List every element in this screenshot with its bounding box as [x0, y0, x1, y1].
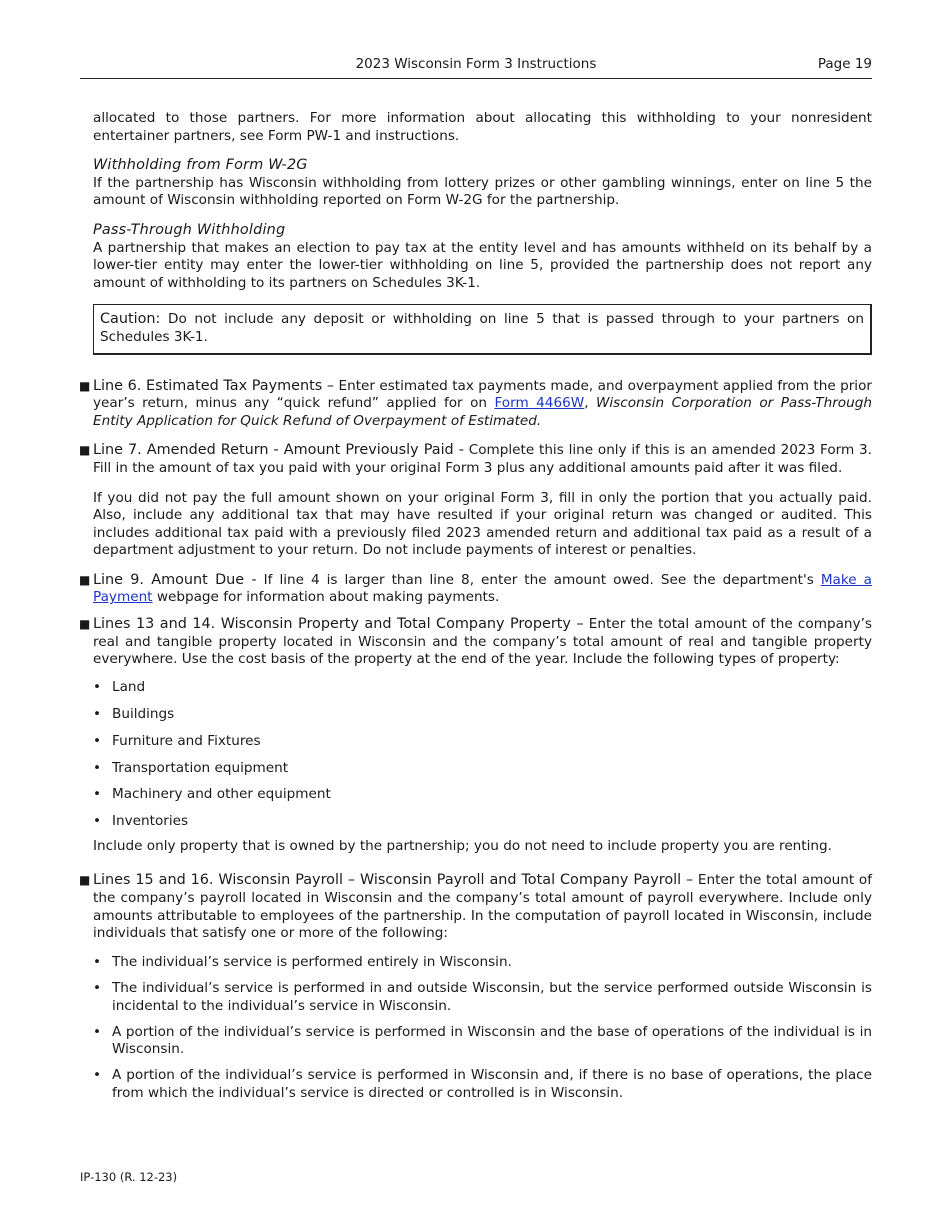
square-bullet-icon: ■: [79, 873, 91, 888]
line9-item: [79, 571, 872, 607]
line9-text: If line 4 is larger than line 8, enter the amount owed. See the department's: [256, 571, 821, 588]
line7-text: Complete this line only if this is an amended 2023 Form 3. Fill in the amount of tax you paid with your original Form 3 plus any additional amounts paid after it was filed.: [93, 442, 872, 476]
passthrough-heading: Pass-Through Withholding: [93, 221, 286, 238]
form-code: IP-130 (R. 12-23): [80, 1170, 178, 1184]
list-item: • Buildings: [93, 706, 872, 724]
lines13-closing: Include only property that is owned by the partnership; you do not need to include property you are renting.: [93, 837, 832, 854]
form-4466w-link[interactable]: Form 4466W: [494, 395, 585, 412]
line9-heading: Line 9. Amount Due -: [93, 571, 257, 588]
list-item: • The individual’s service is performed entirely in Wisconsin.: [93, 954, 872, 972]
square-bullet-icon: ■: [79, 443, 91, 458]
continued-paragraph: allocated to those partners. For more information about allocating this withholding to your nonresident entertainer partners, see Form PW-1 and instructions.: [93, 110, 872, 144]
lines15-item: [79, 872, 873, 942]
line7-heading: Line 7. Amended Return - Amount Previously Paid -: [93, 442, 464, 459]
line7-item: [79, 442, 872, 477]
w2g-heading: Withholding from Form W-2G: [93, 157, 308, 174]
line6-text: Enter estimated tax payments made, and overpayment applied from the prior year’s return, minus any “quick refund” applied for on: [93, 377, 872, 412]
line6-form-title: Wisconsin Corporation or Pass-Through Entity Application for Quick Refund of Overpayment of Estimated.: [93, 395, 872, 429]
square-bullet-icon: ■: [79, 617, 91, 632]
caution-label: Caution:: [100, 311, 161, 328]
line6-heading: Line 6. Estimated Tax Payments –: [93, 377, 335, 394]
lines13-item: [79, 616, 872, 669]
square-bullet-icon: ■: [79, 378, 91, 393]
w2g-paragraph: If the partnership has Wisconsin withholding from lottery prizes or other gambling winnings, enter on line 5 the amount of Wisconsin withholding reported on Form W-2G for the partnership.: [93, 174, 872, 209]
caution-box: [93, 304, 872, 354]
page-header: [80, 56, 872, 79]
page-number: Page 19: [817, 56, 872, 72]
list-item: • The individual’s service is performed in and outside Wisconsin, but the service performed outside Wisconsin is incidental to the individual’s service in Wisconsin.: [93, 980, 872, 1015]
list-item: • Machinery and other equipment: [93, 786, 872, 804]
lines15-heading: Lines 15 and 16. Wisconsin Payroll – Wisconsin Payroll and Total Company Payroll –: [93, 872, 694, 889]
lines15-text: Enter the total amount of the company’s payroll located in Wisconsin and the company’s total amount of payroll everywhere. Include only amounts attributable to employees of the partnership. In the computation of payroll located in Wisconsin, include individuals that satisfy one or more of the following:: [93, 872, 873, 942]
property-type-list: [93, 679, 872, 831]
line9-text-after: webpage for information about making payments.: [152, 589, 500, 606]
list-item: • Furniture and Fixtures: [93, 733, 872, 751]
list-item: • Transportation equipment: [93, 760, 872, 778]
line6-item: [79, 377, 872, 431]
list-item: • Inventories: [93, 813, 872, 831]
line7-paragraph-2: If you did not pay the full amount shown on your original Form 3, fill in only the portion that you actually paid. Also, include any additional tax that may have resulted if your original return was changed or audited. This includes additional tax paid with a previously filed 2023 amended return and additional tax paid as a result of a department adjustment to your return. Do not include payments of interest or penalties.: [93, 489, 872, 559]
payroll-criteria-list: [93, 954, 872, 1103]
list-item: • A portion of the individual’s service is performed in Wisconsin and the base of operations of the individual is in Wisconsin.: [93, 1024, 872, 1059]
page-content: [79, 110, 873, 1103]
lines13-text: Enter the total amount of the company’s real and tangible property located in Wisconsin and the company’s total amount of real and tangible property everywhere. Use the cost basis of the property at the end of the year. Include the following types of property:: [93, 616, 872, 668]
lines13-heading: Lines 13 and 14. Wisconsin Property and Total Company Property –: [93, 616, 584, 633]
passthrough-paragraph: A partnership that makes an election to pay tax at the entity level and has amounts withheld on its behalf by a lower-tier entity may enter the lower-tier withholding on line 5, provided the partnership does not report any amount of withholding to its partners on Schedules 3K-1.: [93, 239, 872, 291]
line6-comma: ,: [584, 395, 596, 412]
document-title: 2023 Wisconsin Form 3 Instructions: [355, 56, 597, 72]
list-item: • A portion of the individual’s service is performed in Wisconsin and, if there is no base of operations, the place from which the individual’s service is directed or controlled is in Wisconsin.: [93, 1067, 872, 1102]
list-item: • Land: [93, 679, 872, 697]
caution-text: Do not include any deposit or withholding on line 5 that is passed through to your partners on Schedules 3K-1.: [100, 311, 864, 345]
make-a-payment-link[interactable]: Make a Payment: [93, 571, 872, 606]
square-bullet-icon: ■: [79, 572, 91, 587]
